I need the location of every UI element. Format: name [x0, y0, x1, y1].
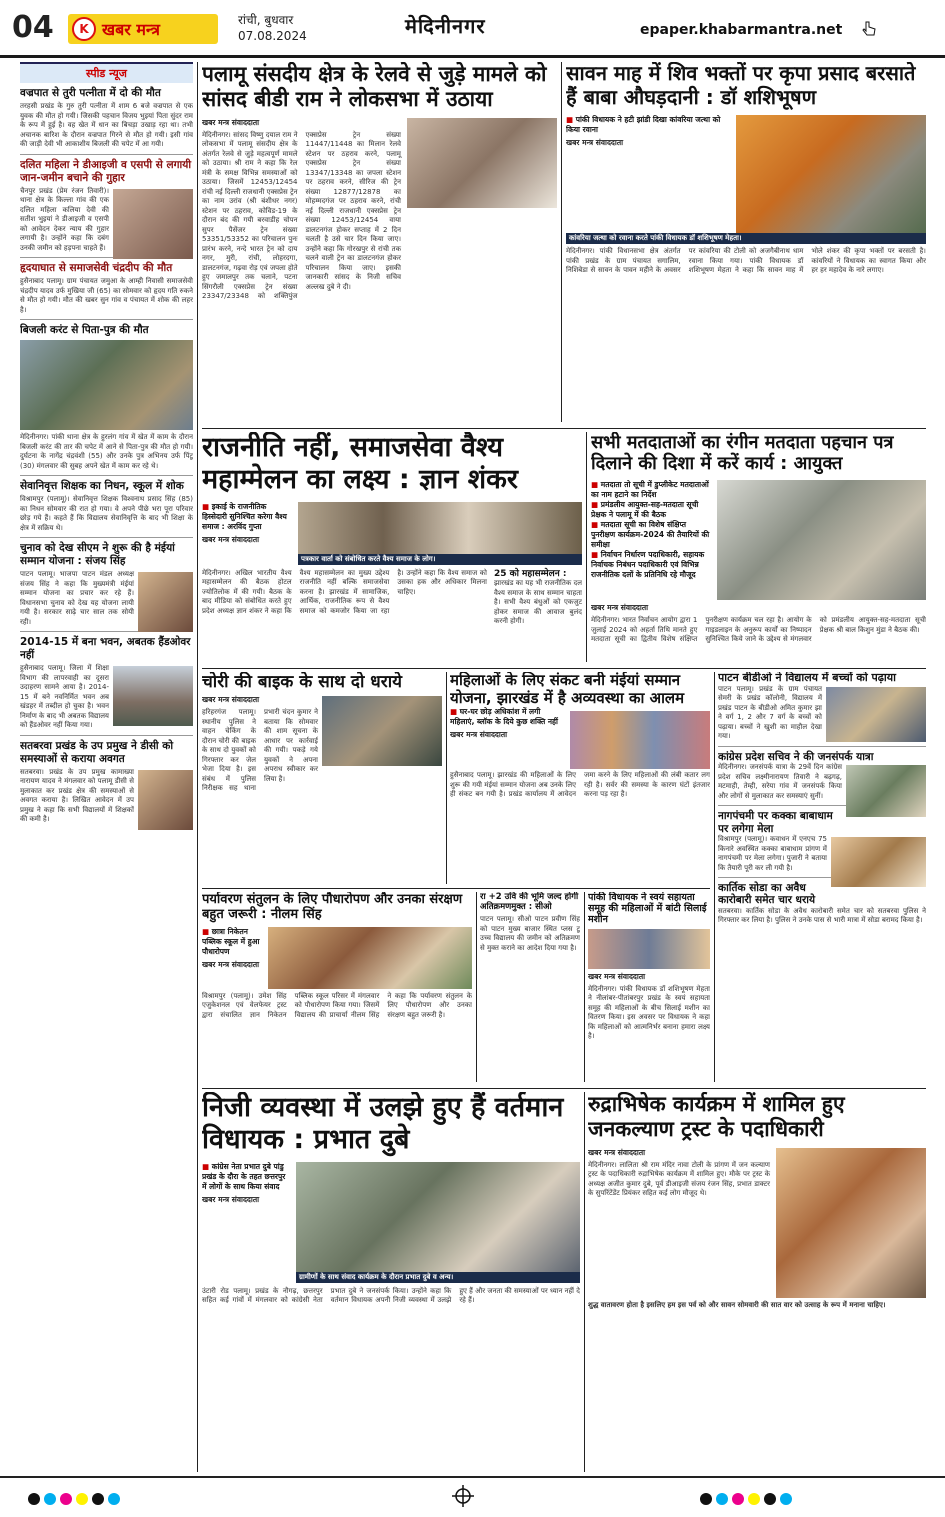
column-rule: [584, 1092, 585, 1472]
left-story-3: हुसैनाबाद पलामू। ग्राम पंचायत जमुआ के आम्ही निवासी समाजसेवी चंद्रदीप यादव उर्फ मुखिया जी (65) का सोमवार को हृदय गति रुकने से मौत हो गयी। मौत की खबर सुन गांव व पंचायत में शोक की लहर है।: [20, 277, 193, 314]
left-headline-6: चुनाव को देख सीएम ने शुरू की है मंईयां सम्मान योजना : संजय सिंह: [20, 542, 175, 567]
kanwar-group-photo: [736, 115, 926, 233]
mla-body: उंटारी रोड पलामू। प्रखंड के नौगढ़, छत्तरपुर सहित कई गांवों में मंगलवार को कांग्रेसी नेता प्रभात दुबे ने जनसंपर्क किया। उन्होंने कहा कि वर्तमान विधायक अपनी निजी व्यवस्था में उलझे हुए हैं और जनता की समस्याओं पर ध्यान नहीं दे रहे हैं।: [202, 1286, 580, 1305]
masthead: [0, 0, 945, 58]
left-headline-1: वज्रपात से तुरी पत्नीता में दो की मौत: [20, 87, 161, 99]
divider: [20, 735, 193, 736]
left-story-6: पाटन पलामू। भाजपा पाटन मंडल अध्यक्ष संजय सिंह ने कहा कि मुख्यमंत्री मंईयां सम्मान योजना का प्रचार कर रहे हैं। विधानसभा चुनाव को देख यह योजना लायी गयी है। सरकार साढ़े चार साल तक सोयी रही।: [20, 570, 134, 626]
deputy-chief-portrait-photo: [138, 770, 193, 830]
cyan-dot: [716, 1493, 728, 1505]
maiya-byline: खबर मन्त्र संवाददाता: [450, 730, 508, 740]
mla-criticism-story: [202, 1092, 580, 1472]
magenta-dot: [732, 1493, 744, 1505]
column-rule: [586, 432, 587, 662]
color-registration-left: [28, 1490, 124, 1509]
students-plantation-photo: [268, 927, 472, 989]
vaishya-story: [202, 432, 582, 662]
kanwar-headline: सावन माह में शिव भक्तों पर कृपा प्रसाद बरसाते हैं बाबा औघड़दानी : डॉ शशिभूषण: [566, 62, 916, 109]
page-number: 04: [12, 10, 54, 45]
rudrabhishek-headline: रुद्राभिषेक कार्यक्रम में शामिल हुए जनकल्याण ट्रस्ट के पदाधिकारी: [588, 1092, 845, 1141]
bike-byline: खबर मन्त्र संवाददाता: [202, 695, 260, 705]
classroom-photo: [826, 687, 926, 742]
sewing-body: मेदिनीनगर। पांकी विधायक डॉ शशिभूषण मेहता ने नीलांबर-पीतांबरपुर प्रखंड के स्वयं सहायता समूह की महिलाओं के बीच सिलाई मशीन का वितरण किया। इस अवसर पर विधायक ने कहा कि महिलाओं को आत्मनिर्भर बनाना हमारा लक्ष्य है।: [588, 984, 710, 1041]
vaishya-headline: राजनीति नहीं, समाजसेवा वैश्य महाम्मेलन का लक्ष्य : ज्ञान शंकर: [202, 432, 518, 495]
left-headline-3: हृदयाघात से समाजसेवी चंद्रदीप की मौत: [20, 262, 173, 274]
kartik-headline: कार्तिक सोडा का अवैध कारोबारी समेत चार धराये: [718, 882, 816, 907]
speed-news-tag: स्पीड न्यूज: [20, 62, 193, 83]
yellow-dot: [76, 1493, 88, 1505]
voter-body: मेदिनीनगर। भारत निर्वाचन आयोग द्वारा 1 जुलाई 2024 को अहर्ता तिथि मानते हुए मतदाता सूची का द्वितीय विशेष संक्षिप्त पुनरीक्षण कार्यक्रम चल रहा है। आयोग के गाइडलाइन के अनुरूप कार्यों का निष्पादन सुनिश्चित किये जाने के उद्देश्य से मंगलवार को प्रमंडलीय आयुक्त-सह-मतदाता सूची प्रेक्षक श्री बाल किशुन मुंडा ने बैठक की।: [591, 616, 926, 644]
column-rule: [197, 62, 198, 1472]
sewing-byline: खबर मन्त्र संवाददाता: [588, 971, 646, 981]
row-rule: [202, 1088, 926, 1089]
voter-bullet-2: ■ प्रमंडलीय आयुक्त-सह-मतदाता सूची प्रेक्षक ने पलामू में की बैठक: [591, 500, 711, 520]
left-story-8: सतबरवा। प्रखंड के उप प्रमुख कामाख्या नारायण यादव ने मंगलवार को पलामू डीसी से मुलाकात कर प्रखंड क्षेत्र की समस्याओं से अवगत कराया है। लिखित आवेदन में उप प्रमुख ने कहा कि सभी विद्यालयों में शिक्षकों की कमी है।: [20, 767, 134, 823]
cyan-dot: [44, 1493, 56, 1505]
section-title: मेदिनीनगर: [405, 14, 486, 38]
left-story-7: हुसैनाबाद पलामू। जिला में शिक्षा विभाग की लापरवाही का दूसरा उदाहरण सामने आया है। 2014-15 में बने नवनिर्मित भवन अब खंडहर में तब्दील हो चुका है। भवन निर्माण के बाद भी अबतक विद्यालय को हैंडओवर नहीं किया गया।: [20, 664, 109, 729]
brand-name: खबर मन्त्र: [102, 20, 160, 39]
railway-headline: पलामू संसदीय क्षेत्र के रेलवे से जुड़े मामले को सांसद बीडी राम ने लोकसभा में उठाया: [202, 62, 547, 111]
right-briefs-column: [718, 672, 926, 1082]
left-headline-4: बिजली करंट से पिता-पुत्र की मौत: [20, 324, 149, 336]
railway-story: [202, 62, 557, 422]
kanwar-bullet: ■ पांकी विधायक ने हटी झांडी दिखा कांवरिया जत्था को किया रवाना: [566, 115, 926, 135]
rudrabhishek-body: मेदिनीनगर। लालिता श्री राम मंदिर नावा टोली के प्रांगण में जन कल्याण ट्रस्ट के पदाधिकारी रुद्राभिषेक कार्यक्रम में शामिल हुए। मौके पर ट्रस्ट के अध्यक्ष अजीत कुमार दुबे, पूर्व डीआइजी संजय रंजन सिंह, प्रभात डाक्टर के सुपरिंटेंडेंट प्रियंकर सहित कई लोग मौजूद थे।: [588, 1160, 770, 1198]
yellow-dot: [748, 1493, 760, 1505]
city-day: रांची, बुधवार: [238, 13, 294, 27]
press-conference-photo: [298, 502, 582, 554]
row-rule: [202, 888, 710, 889]
registration-crosshair-icon: [452, 1485, 474, 1507]
sewing-distribution-photo: [588, 929, 710, 969]
bike-body: हरिहरगंज पलामू। स्थानीय पुलिस ने वाहन चेकिंग के दौरान चोरी की बाइक के साथ दो युवकों को गिरफ्तार कर जेल भेजा दिया है। इस संबंध में पुलिस निरीक्षक सह थाना प्रभारी चंदन कुमार ने बताया कि सोमवार की शाम सूचना के आधार पर कार्रवाई की गयी। पकड़े गये युवकों ने अपना अपराध स्वीकार कर लिया है।: [202, 708, 318, 793]
kanwar-byline: खबर मन्त्र संवाददाता: [566, 138, 624, 148]
jansampark-photo: [846, 765, 926, 817]
congress-body: मेदिनीनगर। जनसंपर्क यात्रा के 29वें दिन कांग्रेस प्रदेश सचिव लक्ष्मीनारायण तिवारी ने बढ़गढ़, मटमाही, तेम्ही, सरेया गांव में जनसंपर्क किया और लोगों से मुलाकात कर समस्याएं सुनीं।: [718, 763, 842, 800]
left-story-4: मेदिनीनगर। पांकी थाना क्षेत्र के हुरलंग गांव में खेत में काम के दौरान बिजली करंट की तार की चपेट में आने से पिता-पुत्र की मौत हो गयी। दुर्घटना के नागेंद्र चंद्रवंशी (55) और उनके पुत्र अभिनय उर्फ पिंटू (30) मंगलवार की सुबह अपने खेत में काम कर रहे थे।: [20, 433, 193, 470]
vaishya-byline: खबर मन्त्र संवाददाता: [202, 534, 260, 544]
left-headline-8: सतबरवा प्रखंड के उप प्रमुख ने डीसी को समस्याओं से कराया अवगत: [20, 739, 174, 765]
column-rule: [446, 672, 447, 884]
plantation-story: [202, 892, 472, 1082]
review-meeting-photo: [717, 480, 926, 600]
maiya-headline: महिलाओं के लिए संकट बनी मंईयां सम्मान योजना, झारखंड में है अव्यवस्था का आलम: [450, 672, 685, 707]
divider: [718, 746, 926, 747]
kanwar-story: [566, 62, 926, 422]
divider: [20, 154, 193, 155]
left-headline-5: सेवानिवृत्त शिक्षक का निधन, स्कूल में शोक: [20, 480, 184, 492]
cyan-dot: [108, 1493, 120, 1505]
mla-photo-caption: ग्रामीणों के साथ संवाद कार्यक्रम के दौरान प्रभात दुबे व अन्य।: [296, 1272, 580, 1283]
conference-body: झारखंड का यह भी राजनीतिक दल वैश्य समाज के साथ सम्मान चाहता है। सभी वैश्य बंधुओं को एकजुट होकर समाज की आवाज बुलंद करनी होगी।: [494, 579, 582, 626]
row-rule: [202, 428, 926, 429]
plantation-byline: खबर मन्त्र संवाददाता: [202, 959, 260, 969]
sewing-machine-story: [588, 892, 710, 1082]
rudrabhishek-story: [588, 1092, 926, 1472]
black-dot: [92, 1493, 104, 1505]
left-story-1: तरहसी प्रखंड के गुरु तुरी पत्नीता में शाम 6 बजे वज्रपात से एक युवक की मौत हो गयी। जिसकी पहचान विजय भुइयां पिता सुंदर राम के रूप में हुई है। वह खेत में धान का बिचड़ा उखाड़ रहा था। तभी अचानक बारिश के दौरान वज्रपात गिरने से मौत हो गयी। इसी गांव की जाड़ी देवी भी आकाशीय बिजली की चपेट में आ गयी।: [20, 102, 193, 148]
voter-headline: सभी मतदाताओं का रंगीन मतदाता पहचान पत्र दिलाने की दिशा में करें कार्य : आयुक्त: [591, 432, 894, 475]
vaishya-bullet: ■ इकाई के राजनीतिक हिस्सेदारी सुनिश्चित करेगा वैश्य समाज : अरविंद गुप्ता: [202, 502, 292, 532]
land-headline: रा +2 उवि की भूमि जल्द होगी अतिक्रमणमुक्त : सीओ: [480, 892, 579, 913]
conference-title: 25 को महासम्मेलन :: [494, 568, 567, 579]
rudrabhishek-byline: खबर मन्त्र संवाददाता: [588, 1147, 646, 1157]
mla-byline: खबर मन्त्र संवाददाता: [202, 1194, 260, 1204]
brand-logo-icon: K: [72, 17, 96, 41]
left-headline-2: दलित महिला ने डीआइजी व एसपी से लगायी जान-जमीन बचाने की गुहार: [20, 158, 192, 184]
rudrabhishek-photo-caption: शुद्ध वातावरण होता है इसलिए हम इस पर्व को और सावन सोमवारी की सात वार को उत्साह के रूप में मनाना चाहिए।: [588, 1300, 886, 1309]
railway-byline: खबर मन्त्र संवाददाता: [202, 117, 260, 127]
left-story-5: विश्रामपुर (पलामू)। सेवानिवृत्त शिक्षक विश्वनाथ प्रसाद सिंह (85) का निधन सोमवार की रात हो गया। वे अपने पीछे भरा पूरा परिवार छोड़ गये हैं। कहते हैं कि विद्यालय सेवानिवृत्ति के बाद भी शिक्षा के क्षेत्र में सक्रिय थे।: [20, 495, 193, 532]
temple-meeting-photo: [831, 837, 926, 887]
maiya-scheme-story: [450, 672, 710, 884]
magenta-dot: [60, 1493, 72, 1505]
vaishya-photo-caption: पत्रकार वार्ता को संबोधित करते वैश्य समाज के लोग।: [298, 554, 582, 565]
voter-id-story: [591, 432, 926, 662]
vaishya-body: मेदिनीनगर। अखिल भारतीय वैश्य महासम्मेलन की बैठक होटल ज्योतिलोक में की गयी। बैठक के बाद मीडिया को संबोधित करते हुए प्रदेश अध्यक्ष ज्ञान शंकर ने कहा कि वैश्य महासम्मेलन का मुख्य उद्देश्य राजनीति नहीं बल्कि समाजसेवा करना है। झारखंड में सामाजिक, आर्थिक, राजनीतिक रूप से वैश्य समाज को कमजोर किया जा रहा है। उन्होंने कहा कि वैश्य समाज को उसका हक और अधिकार मिलना चाहिए।: [202, 568, 487, 615]
bike-theft-story: [202, 672, 442, 884]
school-building-photo: [113, 666, 193, 726]
column-rule: [561, 62, 562, 422]
nagpanchami-headline: नागपंचमी पर कक्का बाबाधाम पर लगेगा मेला: [718, 810, 833, 835]
brand-logo: [68, 14, 218, 44]
left-headline-7: 2014-15 में बना भवन, अबतक हैंडओवर नहीं: [20, 636, 191, 661]
mp-portrait-photo: [407, 118, 557, 208]
voter-bullet-3: ■ मतदाता सूची का विशेष संक्षिप्त पुनरीक्षण कार्यक्रम-2024 की तैयारियों की समीक्षा: [591, 520, 711, 550]
land-story: [480, 892, 580, 1082]
railway-body: मेदिनीनगर। सांसद विष्णु दयाल राम ने लोकसभा में पलामू संसदीय क्षेत्र के अंतर्गत रेलवे से जुड़े महत्वपूर्ण मामले को उठाया। श्री राम ने कहा कि रेल मंत्री के समक्ष विभिन्न समस्याओं को उठाया। जिसमें 12453/12454 रांची नई दिल्ली राजधानी एक्सप्रेस ट्रेन का नाम उरांव (श्री बंशीधर नगर) स्टेशन पर ठहराव, कोविड-19 के दौरान बंद की गयी बरवाडीह चोपन सुपर पैसेंजर ट्रेन संख्या 53351/53352 का परिचालन पुनः प्रारंभ करने, नन्दे भारत ट्रेन को दाय नगर, मुरी, रांची, लोहरदगा, डालटनगंज, गढ़वा रोड़ एवं जपला होते हुए जमालपुर तक चलाने, पटना सिंगरौली एक्सप्रेस ट्रेन संख्या 23347/23348 को शक्तिपुंज एक्सप्रेस ट्रेन संख्या 11447/11448 का मिलान रेलवे स्टेशन पर ठहराव करने, पलामू एक्सप्रेस ट्रेन संख्या 13347/13348 का जपला स्टेशन पर ठहराव करने, सीरिज की ट्रेन संख्या 12877/12878 का मोहम्मदगंज पर ठहराव करने, रांची नई दिल्ली राजधानी एक्सप्रेस ट्रेन संख्या 12453/12454 वाया डालटनगंज होकर सप्ताह में 2 दिन चलती है उसे चार दिन किया जाए। उन्होंने कहा कि गोरखपुर से रांची तक चलने वाली ट्रेन का डालटनगंज होकर परिचालन किया जाए। इसकी जानकारी सांसद के निजी सचिव अल्लख दुबे ने दी।: [202, 130, 401, 301]
patan-headline: पाटन बीडीओ ने विद्यालय में बच्चों को पढ़ाया: [718, 672, 897, 684]
plantation-body: विश्रामपुर (पलामू)। उमेश सिंह एजुकेशनल एवं वेलफेयर ट्रस्ट द्वारा संचालित ज्ञान निकेतन पब्लिक स्कूल परिसर में मंगलवार को पौधारोपण किया गया। जिसमें विद्यालय की प्राचार्या नीलम सिंह ने कहा कि पर्यावरण संतुलन के लिए पौधारोपण और उनका संरक्षण बहुत जरूरी है।: [202, 991, 472, 1019]
plantation-headline: पर्यावरण संतुलन के लिए पौधारोपण और उनका संरक्षण बहुत जरूरी : नीलम सिंह: [202, 892, 463, 923]
column-rule: [714, 672, 715, 1082]
epaper-url[interactable]: epaper.khabarmantra.net: [640, 22, 843, 38]
black-dot: [764, 1493, 776, 1505]
voter-bullet-1: ■ मतदाता तो सूची में डुप्लीकेट मतदाताओं का नाम हटाने का निर्देश: [591, 480, 711, 500]
divider: [20, 319, 193, 320]
left-story-2: चैनपुर प्रखंड (प्रेम रंजन तिवारी)। थाना क्षेत्र के किल्ला गांव की एक दलित महिला कलिया देवी की सतीश भुइयां ने डीआइजी व एसपी को आवेदन देकर न्याय की गुहार लगायी है। उन्होंने कहा कि दबंग उनकी जमीन को हड़पना चाहते हैं।: [20, 186, 109, 252]
cyan-dot: [780, 1493, 792, 1505]
woman-portrait-photo: [113, 189, 193, 259]
black-dot: [700, 1493, 712, 1505]
patan-body: पाटन पलामू। प्रखंड के ग्राम पंचायत सेमरी के प्रखंड कॉलोनी, विद्यालय में प्रखंड पाटन के बीडीओ अमित कुमार झा ने वर्ग 1, 2 और 7 वर्ग के बच्चों को पढ़ाया। बच्चों ने खुशी का माहौल देखा गया।: [718, 684, 822, 741]
electrocution-scene-photo: [20, 340, 193, 430]
kanwar-body: मेदिनीनगर। पांकी विधानसभा क्षेत्र अंतर्गत पांकी प्रखंड के ग्राम पंचायत सगालिम, निशिबेडा से सावन के पावन महीने के अवसर पर कांवरिया की टोली को अजगैबीनाथ धाम रवाना किया गया। पांकी विधायक डॉ शशिभूषण मेहता ने कहा कि सावन माह में भोले शंकर की कृपा भक्तों पर बरसती है। कांवरियों ने विधायक का स्वागत किया और हर हर महादेव के नारे लगाए।: [566, 247, 926, 275]
mla-headline: निजी व्यवस्था में उलझे हुए हैं वर्तमान विधायक : प्रभात दुबे: [202, 1092, 564, 1155]
villagers-dialogue-photo: [296, 1162, 580, 1272]
color-registration-right: [700, 1490, 796, 1509]
congress-headline: कांग्रेस प्रदेश सचिव ने की जनसंपर्क यात्रा: [718, 750, 874, 763]
cursor-hand-icon: [860, 20, 878, 38]
plantation-bullet: ■ छात्रा निकेतन पब्लिक स्कूल में हुआ पौधारोपण: [202, 927, 264, 957]
left-news-column: [20, 62, 193, 1472]
column-rule: [476, 892, 477, 1082]
land-body: पाटन पलामू। सीओ पाटन प्रवीण सिंह को पाटन मुख्य बाजार स्थित प्लस टू उच्च विद्यालय की जमीन को अतिक्रमण से मुक्त कराने का आदेश दिया गया है।: [480, 915, 580, 952]
nagpanchami-body: विश्रामपुर (पलामू)। कवाधन में एनएच 75 किनारे अवस्थित कक्का बाबाधाम प्रांगण में नागपंचमी पर मेला लगेगा। पुजारी ने बताया कि तैयारी पूरी कर ली गयी है।: [718, 835, 827, 872]
women-queue-photo: [570, 711, 710, 769]
divider: [20, 475, 193, 476]
maiya-bullet: ■ घर-घर छोड़ अधिकांश में लगी महिलाएं, ब्लॉक के दिये कुछ शक्ति नहीं: [450, 707, 710, 727]
rudrabhishek-ritual-photo: [776, 1148, 926, 1298]
divider: [20, 537, 193, 538]
issue-date: 07.08.2024: [238, 29, 307, 43]
black-dot: [28, 1493, 40, 1505]
conference-box: [494, 569, 582, 627]
kanwar-photo-caption: कांवरिया जत्था को रवाना करते पांकी विधायक डॉ शशिभूषण मेहता।: [566, 233, 926, 244]
maiya-body: हुसैनाबाद पलामू। झारखंड की महिलाओं के लिए शुरू की गयी मंईयां सम्मान योजना अब उनके लिए ही संकट बन गयी है। प्रखंड कार्यालय में आवेदन जमा करने के लिए महिलाओं की लंबी कतार लग रही है। सर्वर की समस्या के कारण घंटों इंतजार करना पड़ रहा है।: [450, 771, 710, 799]
column-rule: [584, 892, 585, 1082]
arrested-youths-photo: [322, 696, 442, 766]
sewing-headline: पांकी विधायक ने स्वयं सहायता समूह की महिलाओं में बांटी सिलाई मशीन: [588, 892, 707, 926]
dateline: [238, 12, 307, 44]
kartik-body: सतबरवा। कार्तिक सोडा के अवैध कारोबारी समेत चार को सतबरवा पुलिस ने गिरफ्तार कर लिया है। पुलिस ने उनके पास से भारी मात्रा में सोडा बरामद किया है।: [718, 906, 926, 925]
row-rule: [202, 668, 926, 669]
mla-bullet: ■ कांग्रेस नेता प्रभात दुबे पांडु प्रखंड के दौरा के तहत छत्तरपुर में लोगों के साथ किया संवाद: [202, 1162, 290, 1192]
voter-bullet-4: ■ निर्वाचन निर्धारण पदाधिकारी, सहायक निर्वाचक निबंधन पदाधिकारी एवं विभिन्न राजनीतिक दलों के प्रतिनिधि रहे मौजूद: [591, 550, 711, 580]
politician-portrait-photo: [138, 572, 193, 632]
bike-headline: चोरी की बाइक के साथ दो धराये: [202, 672, 402, 692]
voter-byline: खबर मन्त्र संवाददाता: [591, 603, 649, 613]
